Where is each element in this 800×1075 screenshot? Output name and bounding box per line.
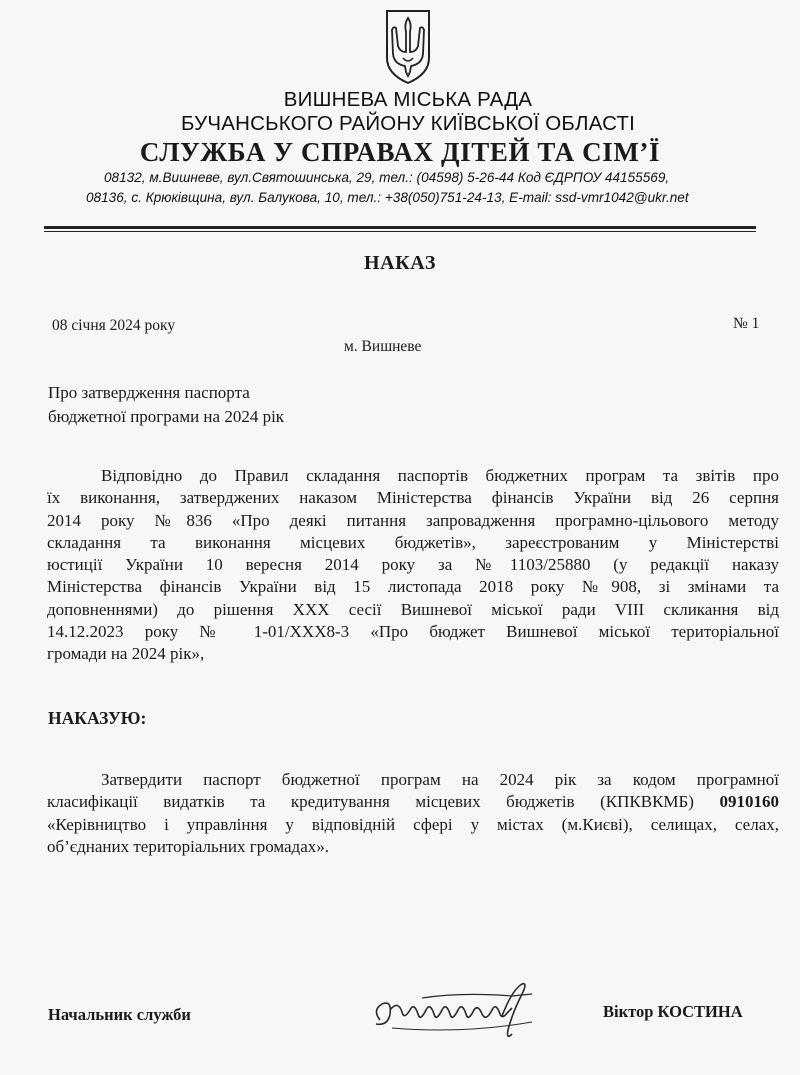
paragraph-line: Затвердити паспорт бюджетної програм на 2024 рік за кодом програмної: [101, 770, 779, 789]
subject-line: Про затвердження паспорта: [48, 383, 250, 402]
paragraph-line: об’єднаних територіальних громадах».: [47, 836, 330, 856]
paragraph-line: Міністерства фінансів України від 15 листопада 2018 року №908, зі змінами та: [47, 577, 779, 597]
paragraph-line: громади на 2024 рік»,: [47, 644, 205, 664]
service-name: СЛУЖБА У СПРАВАХ ДІТЕЙ ТА СІМ’Ї: [139, 137, 661, 167]
document-subject: [48, 381, 284, 428]
order-heading: НАКАЗУЮ:: [48, 708, 147, 728]
paragraph-line: їх виконання, затверджених наказом Міністерства фінансів України від 26 серпня: [47, 488, 779, 508]
org-name-line1: ВИШНЕВА МІСЬКА РАДА: [283, 88, 533, 111]
paragraph-line: юстиції України 10 вересня 2014 року за №1103/25880 (у редакції наказу: [47, 555, 779, 575]
preamble-paragraph: [47, 465, 779, 666]
handwritten-signature: [362, 970, 562, 1050]
document-number: № 1: [733, 315, 760, 332]
address-line1: 08132, м.Вишневе, вул.Святошинська, 29, тел.: (04598) 5-26-44 Код ЄДРПОУ 44155569,: [104, 170, 670, 185]
signer-position: Начальник служби: [48, 1005, 191, 1024]
signer-name: Віктор КОСТИНА: [603, 1002, 743, 1021]
order-paragraph: [47, 769, 779, 858]
header-rule-thick: [44, 226, 756, 229]
header-rule-thin: [44, 231, 756, 232]
document-title: НАКАЗ: [363, 252, 436, 274]
program-code: 0910160: [719, 792, 779, 812]
paragraph-line: 2014 року №836 «Про деякі питання запровадження програмно-цільового методу: [47, 510, 779, 530]
paragraph-line: [47, 791, 779, 813]
document-place: м. Вишневе: [344, 338, 422, 355]
paragraph-line: доповненнями) до рішення XXX сесії Вишневої міської ради VIII скликання від: [47, 599, 779, 619]
paragraph-line: Відповідно до Правил складання паспортів бюджетних програм та звітів про: [101, 466, 779, 485]
address-line2: 08136, с. Крюківщина, вул. Балукова, 10, тел.: +38(050)751-24-13, E-mail: ssd-vmr1042@ukr.net: [86, 190, 689, 205]
paragraph-line: 14.12.2023 року № 1-01/XXX8-3 «Про бюджет Вишневої міської територіальної: [47, 622, 779, 642]
document-date: 08 січня 2024 року: [52, 317, 176, 334]
subject-line: бюджетної програми на 2024 рік: [48, 406, 285, 426]
paragraph-line: «Керівництво і управління у відповідній сфері у містах (м.Києві), селищах, селах,: [47, 814, 779, 834]
org-name-line2: БУЧАНСЬКОГО РАЙОНУ КИЇВСЬКОЇ ОБЛАСТІ: [180, 112, 636, 135]
trident-coat-of-arms-icon: [383, 8, 433, 86]
paragraph-text: класифікації видатків та кредитування місцевих бюджетів (КПКВКМБ): [47, 792, 720, 812]
paragraph-line: складання та виконання місцевих бюджетів», зареєстрованим у Міністерстві: [47, 532, 779, 552]
